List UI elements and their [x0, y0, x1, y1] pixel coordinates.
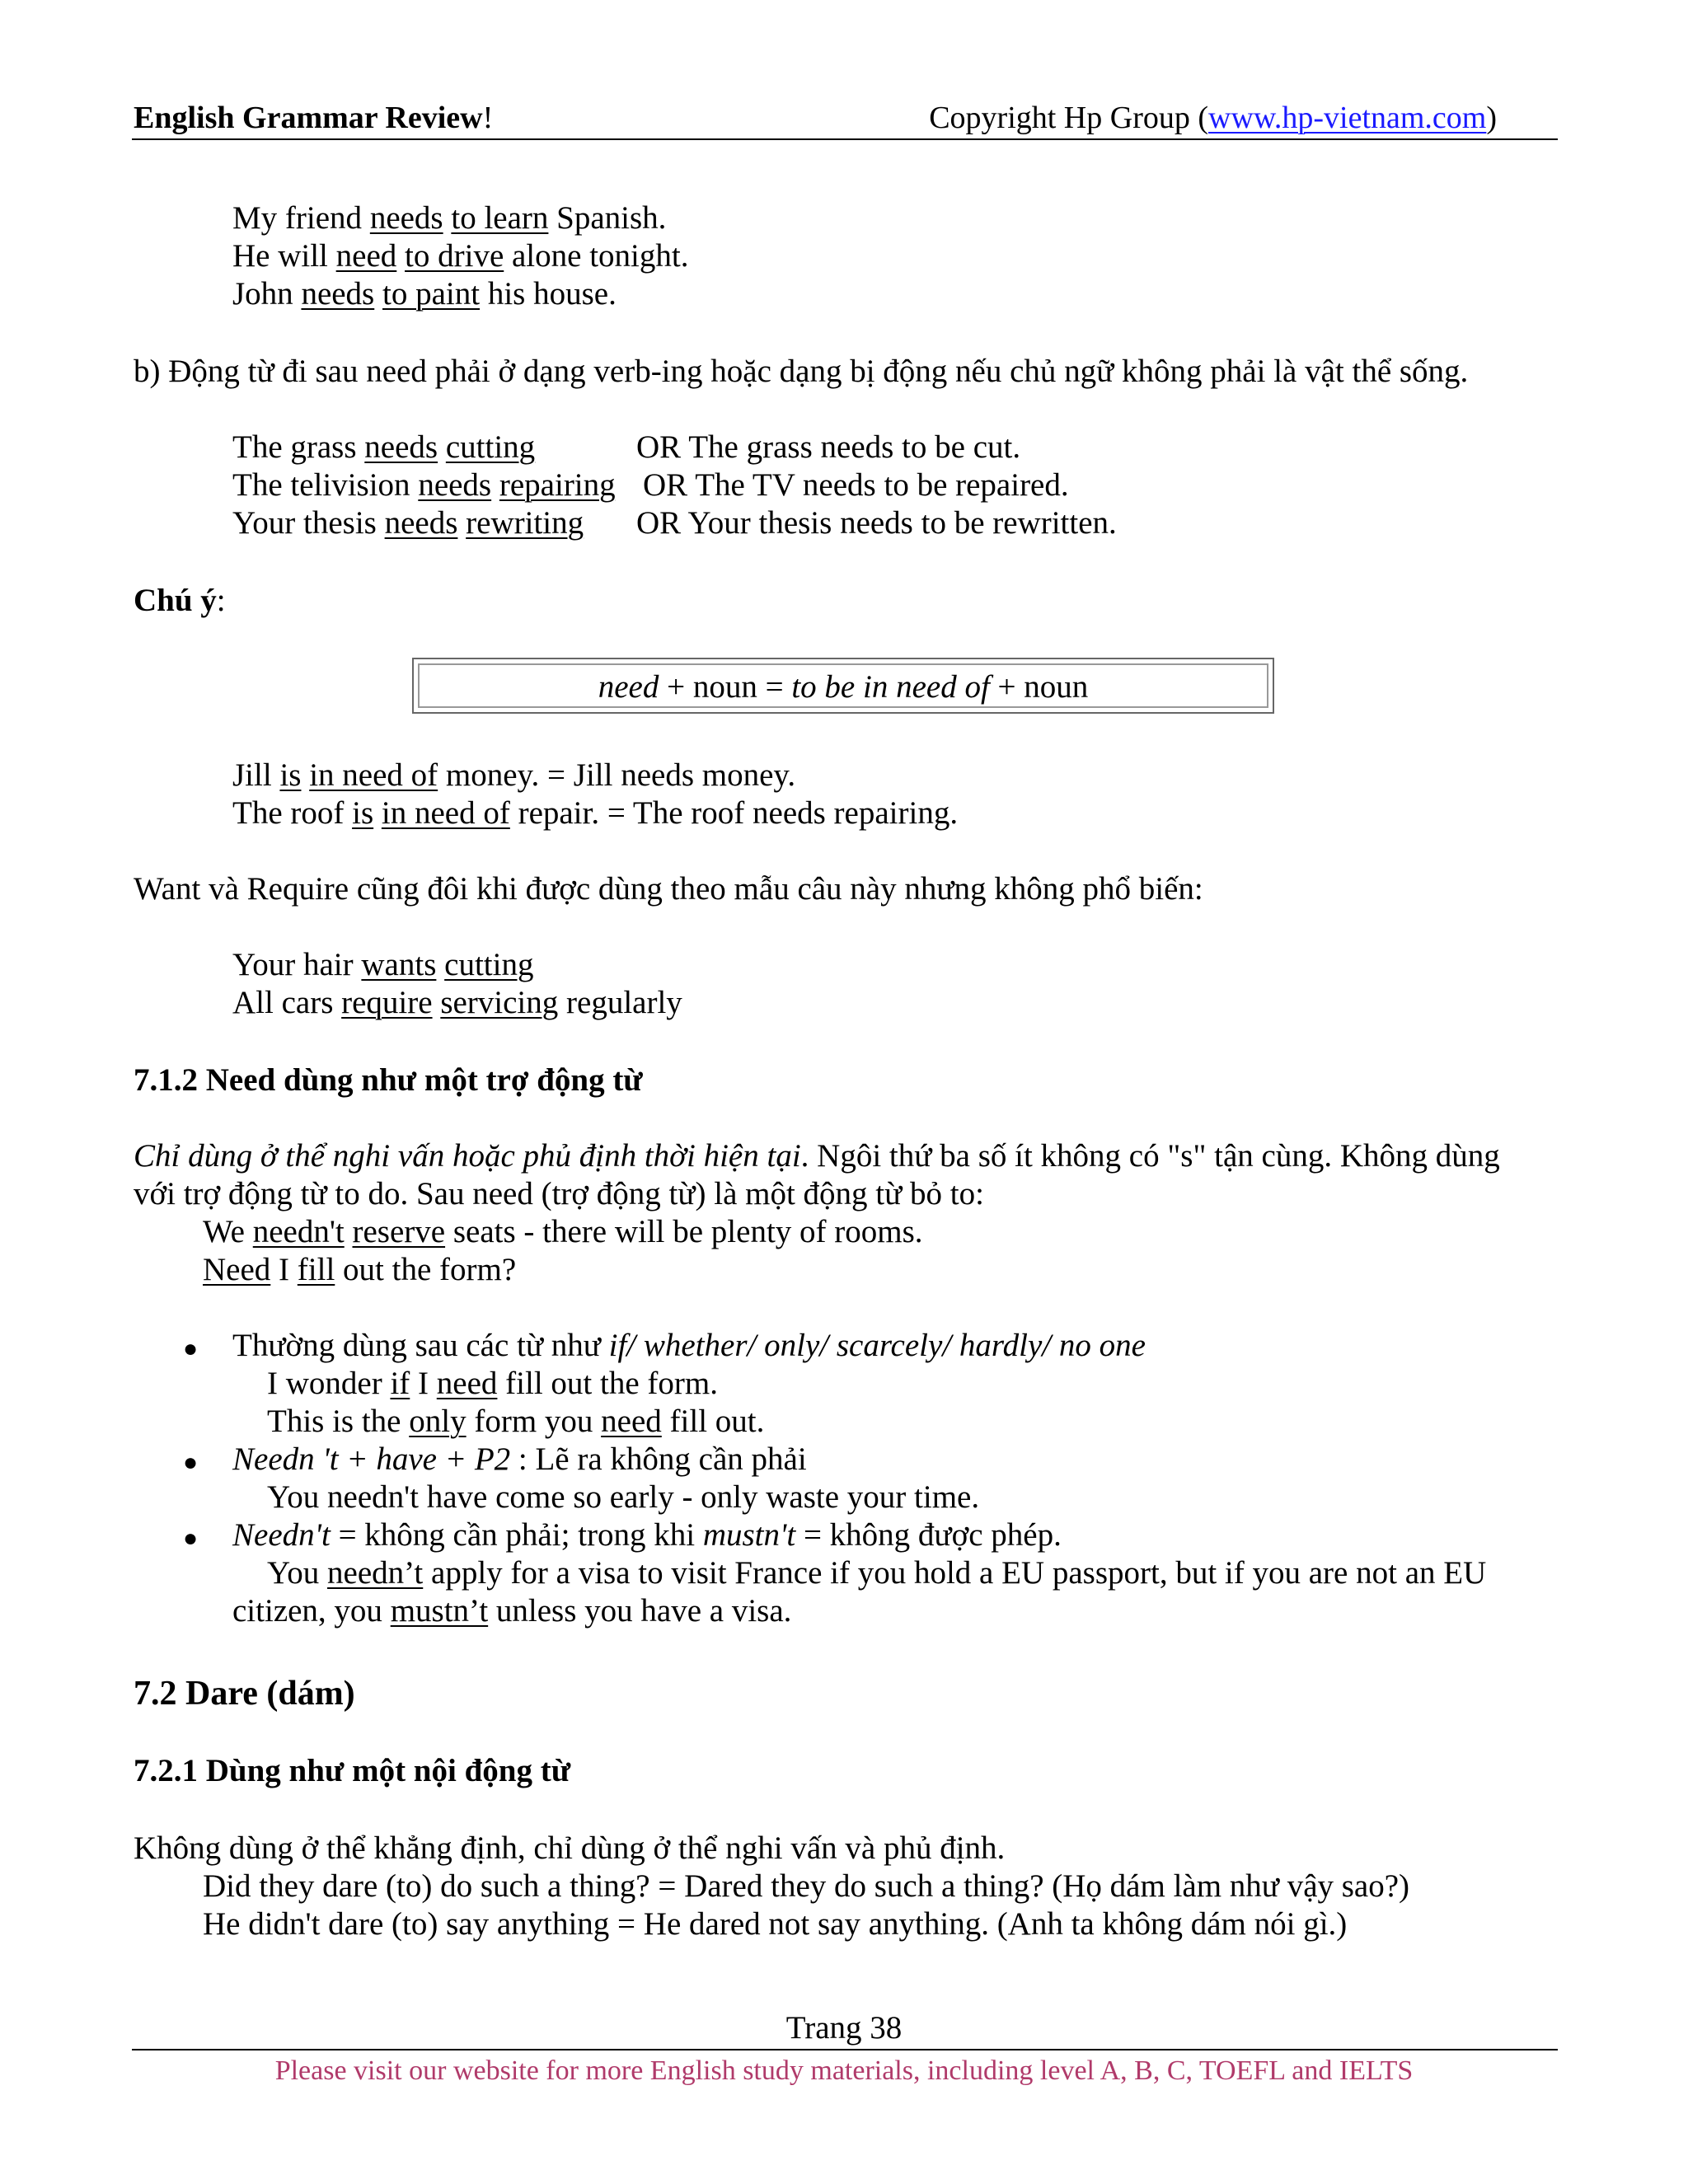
page-number: Trang 38: [785, 2010, 903, 2046]
website-link[interactable]: www.hp-vietnam.com: [1208, 101, 1487, 135]
example-alt: OR The TV needs to be repaired.: [643, 467, 1069, 503]
heading-7-1-2: 7.1.2 Need dùng như một trợ động từ: [134, 1062, 643, 1098]
example-line: I wonder if I need fill out the form.: [267, 1366, 718, 1401]
example-line: The grass needs cutting: [232, 429, 536, 465]
example-line: Did they dare (to) do such a thing? = Dared they do such a thing? (Họ dám làm như vậy sao?): [203, 1868, 1410, 1904]
example-alt: OR Your thesis needs to be rewritten.: [636, 505, 1117, 541]
example-line: Your hair wants cutting: [232, 947, 534, 982]
example-line: You needn't have come so early - only waste your time.: [267, 1479, 980, 1515]
example-line: You needn’t apply for a visa to visit France if you hold a EU passport, but if you are not an EU: [267, 1555, 1487, 1591]
footer-note: Please visit our website for more English study materials, including level A, B, C, TOEFL and IELTS: [274, 2055, 1414, 2086]
want-require-text: Want và Require cũng đôi khi được dùng theo mẫu câu này nhưng không phổ biến:: [134, 871, 1203, 907]
paragraph-7-1-2: Chỉ dùng ở thể nghi vấn hoặc phủ định thời hiện tại. Ngôi thứ ba số ít không có "s" tận cùng. Không dùng: [134, 1138, 1500, 1174]
example-line: My friend needs to learn Spanish.: [232, 200, 667, 236]
example-line: He will need to drive alone tonight.: [232, 238, 689, 274]
note-label: Chú ý:: [134, 583, 226, 618]
example-line: Jill is in need of money. = Jill needs money.: [232, 757, 796, 793]
section-b-text: b) Động từ đi sau need phải ở dạng verb-ing hoặc dạng bị động nếu chủ ngữ không phải là vật thể sống.: [134, 354, 1469, 389]
bullet-icon: ●: [183, 1449, 199, 1476]
example-line: All cars require servicing regularly: [232, 985, 682, 1020]
header-divider: [132, 138, 1558, 140]
example-line: The telivision needs repairing: [232, 467, 616, 503]
header-title: English Grammar Review!: [134, 101, 494, 135]
example-line: Need I fill out the form?: [203, 1252, 517, 1287]
bullet-text: Needn 't + have + P2 : Lẽ ra không cần phải: [232, 1441, 807, 1477]
heading-7-2-1: 7.2.1 Dùng như một nội động từ: [134, 1753, 571, 1788]
example-alt: OR The grass needs to be cut.: [636, 429, 1021, 465]
paragraph-7-1-2-line2: với trợ động từ to do. Sau need (trợ động từ) là một động từ bỏ to:: [134, 1176, 984, 1212]
formula-text: need + noun = to be in need of + noun: [418, 663, 1268, 708]
bullet-icon: ●: [183, 1525, 199, 1552]
example-line: He didn't dare (to) say anything = He dared not say anything. (Anh ta không dám nói gì.): [203, 1906, 1348, 1942]
example-line: We needn't reserve seats - there will be plenty of rooms.: [203, 1214, 923, 1249]
example-line: The roof is in need of repair. = The roof needs repairing.: [232, 795, 959, 831]
example-line: citizen, you mustn’t unless you have a visa.: [232, 1593, 792, 1629]
header-copyright: Copyright Hp Group (www.hp-vietnam.com): [929, 101, 1497, 135]
example-line: This is the only form you need fill out.: [267, 1404, 765, 1439]
formula-box: [412, 658, 1274, 714]
example-line: John needs to paint his house.: [232, 276, 617, 312]
heading-7-2: 7.2 Dare (dám): [134, 1675, 355, 1713]
bullet-text: Needn't = không cần phải; trong khi mustn't = không được phép.: [232, 1517, 1062, 1553]
footer-divider: [132, 2049, 1558, 2050]
example-line: Your thesis needs rewriting: [232, 505, 584, 541]
bullet-text: Thường dùng sau các từ như if/ whether/ only/ scarcely/ hardly/ no one: [232, 1328, 1146, 1363]
bullet-icon: ●: [183, 1335, 199, 1362]
paragraph-7-2-1: Không dùng ở thể khẳng định, chỉ dùng ở thể nghi vấn và phủ định.: [134, 1830, 1006, 1866]
